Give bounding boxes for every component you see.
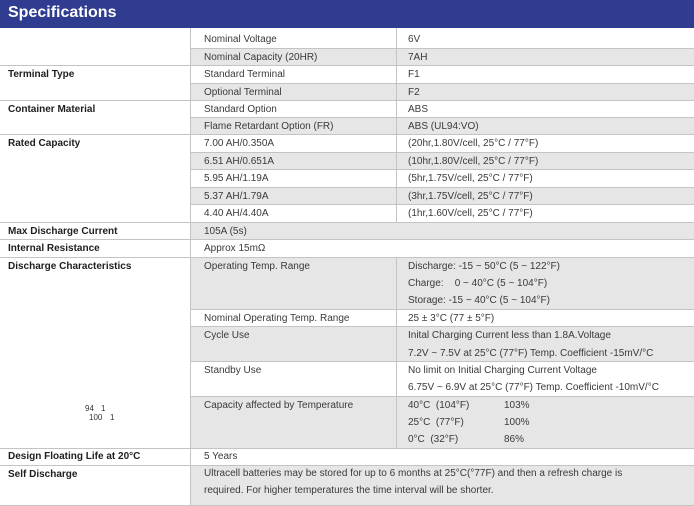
rated-capacity-condition: (20hr,1.80V/cell, 25°C / 77°F) <box>408 138 539 149</box>
rated-capacity-condition: (10hr,1.80V/cell, 25°C / 77°F) <box>408 156 539 167</box>
stray-mark: 94 <box>85 404 94 413</box>
operating-temp-name: Operating Temp. Range <box>204 261 310 272</box>
row-divider <box>190 187 694 188</box>
operating-temp-storage: Storage: -15 ~ 40°C (5 ~ 104°F) <box>408 295 550 306</box>
design-floating-life-label: Design Floating Life at 20°C <box>8 451 141 462</box>
nominal-operating-temp-value: 25 ± 3°C (77 ± 5°F) <box>408 313 495 324</box>
max-discharge-value: 105A (5s) <box>204 226 247 237</box>
design-floating-life-value: 5 Years <box>204 451 238 462</box>
stray-mark: 100 <box>89 413 103 422</box>
cycle-use-line2: 7.2V ~ 7.5V at 25°C (77°F) Temp. Coefficient -15mV/°C <box>408 348 654 359</box>
row-divider <box>190 117 694 118</box>
capacity-temp-temperature: 40°C (104°F) <box>408 400 470 411</box>
stray-mark: 1 <box>101 404 106 413</box>
row-divider <box>0 448 694 449</box>
container-material-label: Container Material <box>8 104 96 115</box>
internal-resistance-value: Approx 15mΩ <box>204 243 266 254</box>
row-divider <box>190 48 694 49</box>
row-shade-max-discharge <box>190 222 694 239</box>
standby-use-name: Standby Use <box>204 365 262 376</box>
rated-capacity-value: 7.00 AH/0.350A <box>204 138 275 149</box>
row-divider <box>0 222 694 223</box>
capacity-temp-temperature: 25°C (77°F) <box>408 417 464 428</box>
operating-temp-discharge: Discharge: -15 ~ 50°C (5 ~ 122°F) <box>408 261 560 272</box>
rated-capacity-condition: (5hr,1.75V/cell, 25°C / 77°F) <box>408 173 533 184</box>
cycle-use-line1: Inital Charging Current less than 1.8A.Voltage <box>408 330 611 341</box>
capacity-temp-percent: 100% <box>504 417 530 428</box>
row-divider <box>190 83 694 84</box>
self-discharge-label: Self Discharge <box>8 469 78 480</box>
capacity-temp-percent: 86% <box>504 434 525 445</box>
standard-option-value: ABS <box>408 104 429 115</box>
capacity-temp-temperature: 0°C (32°F) <box>408 434 459 445</box>
flame-retardant-name: Flame Retardant Option (FR) <box>204 121 334 132</box>
terminal-type-label: Terminal Type <box>8 69 75 80</box>
optional-terminal-name: Optional Terminal <box>204 87 282 98</box>
nominal-voltage-value: 6V <box>408 34 421 45</box>
rated-capacity-condition: (1hr,1.60V/cell, 25°C / 77°F) <box>408 208 533 219</box>
rated-capacity-condition: (3hr,1.75V/cell, 25°C / 77°F) <box>408 191 533 202</box>
stray-mark: 1 <box>110 413 115 422</box>
rated-capacity-value: 6.51 AH/0.651A <box>204 156 275 167</box>
capacity-temp-name: Capacity affected by Temperature <box>204 400 354 411</box>
flame-retardant-value: ABS (UL94:VO) <box>408 121 479 132</box>
row-divider <box>0 100 694 101</box>
specifications-header <box>0 0 694 28</box>
optional-terminal-value: F2 <box>408 87 420 98</box>
column-divider-right <box>396 28 397 222</box>
standby-use-line2: 6.75V ~ 6.9V at 25°C (77°F) Temp. Coefficient -10mV/°C <box>408 382 659 393</box>
row-divider <box>0 257 694 258</box>
nominal-capacity-name: Nominal Capacity (20HR) <box>204 52 318 63</box>
rated-capacity-value: 4.40 AH/4.40A <box>204 208 269 219</box>
standby-use-line1: No limit on Initial Charging Current Voltage <box>408 365 597 376</box>
self-discharge-text: Ultracell batteries may be stored for up to 6 months at 25°C(°77F) and then a refresh charge is required. For higher temperatures the time interval will be shorter. <box>204 468 623 496</box>
capacity-temp-percent: 103% <box>504 400 530 411</box>
rated-capacity-label: Rated Capacity <box>8 138 81 149</box>
row-divider <box>190 396 694 397</box>
nominal-capacity-value: 7AH <box>408 52 428 63</box>
rated-capacity-value: 5.37 AH/1.79A <box>204 191 269 202</box>
row-divider <box>190 309 694 310</box>
row-divider <box>190 361 694 362</box>
discharge-characteristics-label: Discharge Characteristics <box>8 261 132 272</box>
row-divider <box>0 65 694 66</box>
standard-option-name: Standard Option <box>204 104 277 115</box>
cycle-use-name: Cycle Use <box>204 330 250 341</box>
row-divider <box>190 152 694 153</box>
operating-temp-charge: Charge: 0 ~ 40°C (5 ~ 104°F) <box>408 278 548 289</box>
column-divider-right <box>396 257 397 448</box>
row-divider <box>0 239 694 240</box>
standard-terminal-name: Standard Terminal <box>204 69 285 80</box>
internal-resistance-label: Internal Resistance <box>8 243 100 254</box>
row-divider <box>190 326 694 327</box>
standard-terminal-value: F1 <box>408 69 420 80</box>
row-divider <box>0 134 694 135</box>
nominal-operating-temp-name: Nominal Operating Temp. Range <box>204 313 350 324</box>
row-divider <box>190 169 694 170</box>
rated-capacity-value: 5.95 AH/1.19A <box>204 173 269 184</box>
nominal-voltage-name: Nominal Voltage <box>204 34 277 45</box>
row-divider <box>190 204 694 205</box>
page-title: Specifications <box>8 4 117 21</box>
max-discharge-label: Max Discharge Current <box>8 226 118 237</box>
